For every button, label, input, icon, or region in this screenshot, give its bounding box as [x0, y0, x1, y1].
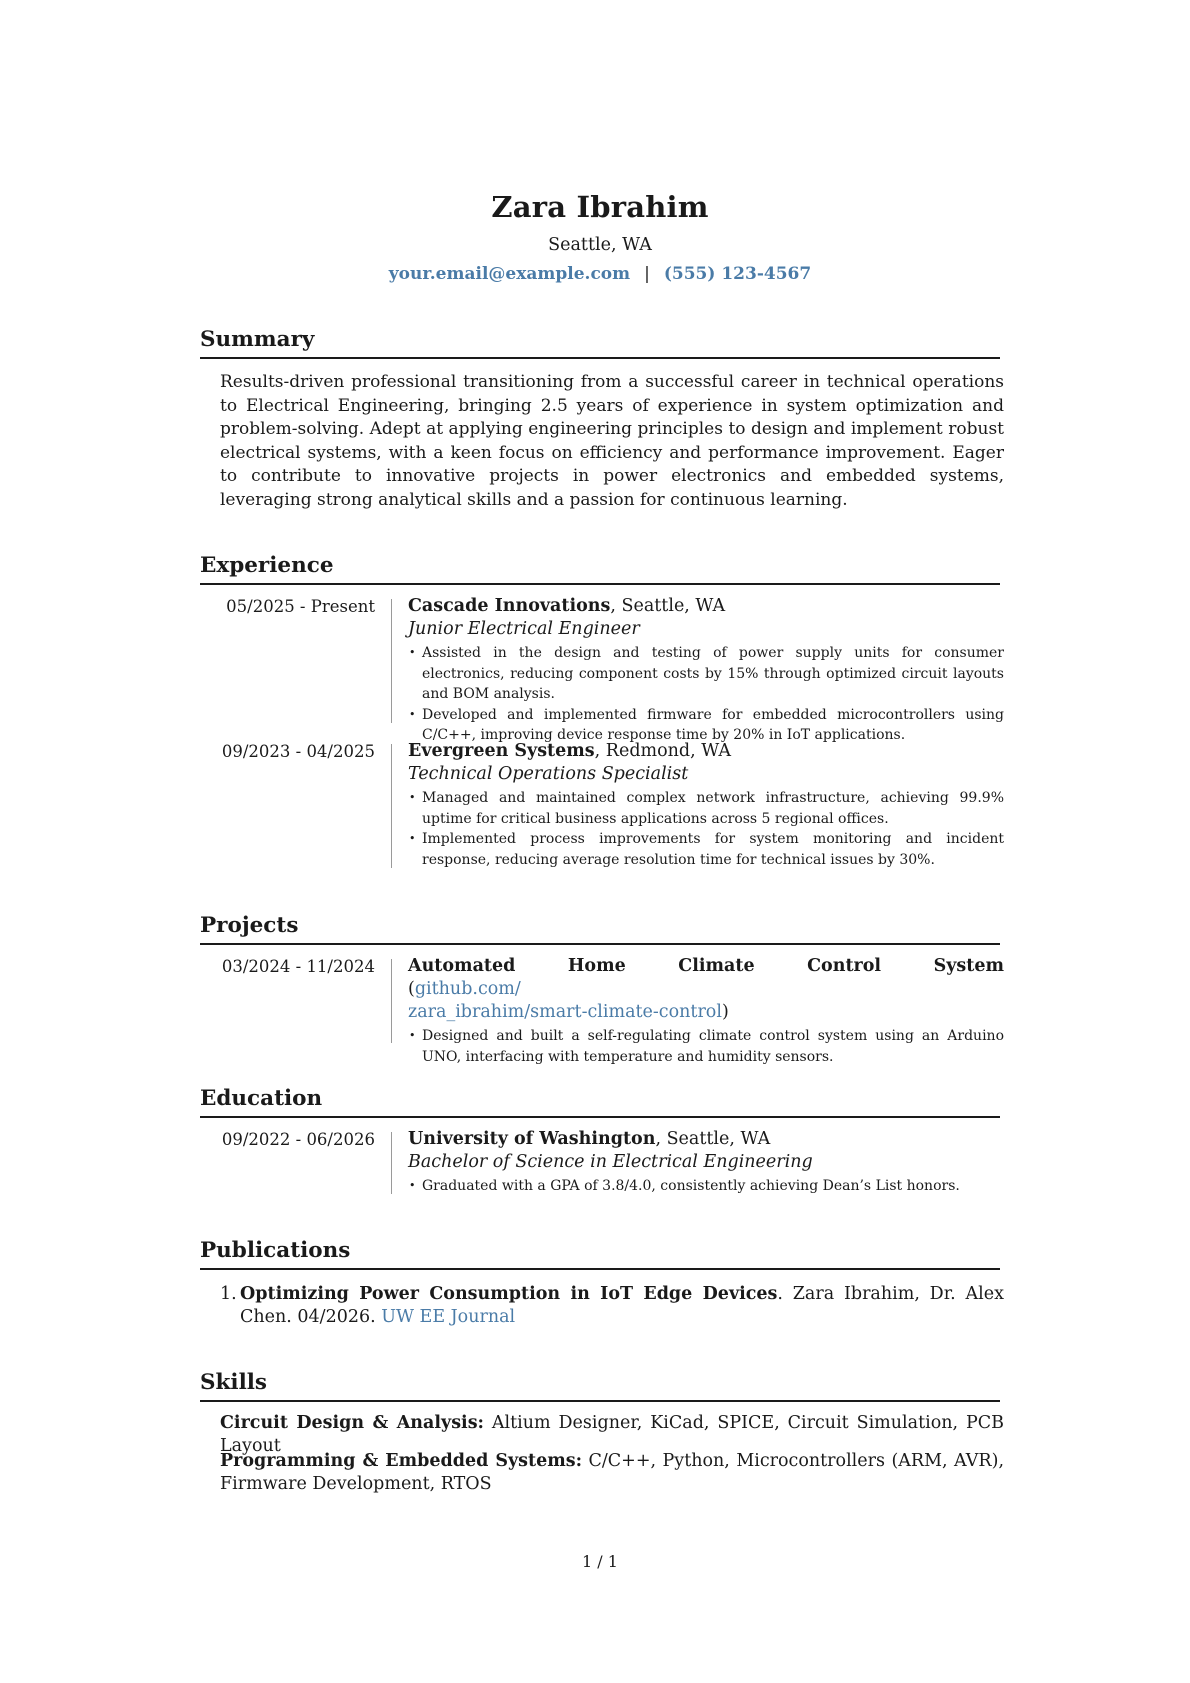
entry-bullets	[408, 1176, 1004, 1197]
section-title-education: Education	[200, 1086, 323, 1111]
publication-venue-link[interactable]: UW EE Journal	[381, 1307, 516, 1327]
entry-bullets	[408, 1026, 1004, 1067]
entry-role: Technical Operations Specialist	[408, 764, 689, 784]
list-item: • Developed and implemented firmware for embedded microcontrollers using C/C++, improving device response time by 20% in IoT applications.	[408, 705, 1004, 746]
contact-separator: |	[644, 264, 650, 284]
section-divider	[200, 943, 1000, 945]
list-item: • Managed and maintained complex network infrastructure, achieving 99.9% uptime for critical business applications across 5 regional offices.	[408, 788, 1004, 829]
section-divider	[200, 357, 1000, 359]
entry-bullets	[408, 643, 1004, 746]
entry-date: 05/2025 - Present	[226, 597, 375, 616]
timeline-divider	[391, 1132, 392, 1194]
skill-label: Circuit Design & Analysis:	[220, 1413, 485, 1433]
entry-date: 09/2023 - 04/2025	[221, 742, 375, 761]
publication-item	[220, 1283, 1004, 1329]
candidate-name: Zara Ibrahim	[491, 190, 709, 224]
list-item: • Designed and built a self-regulating climate control system using an Arduino UNO, interfacing with temperature and humidity sensors.	[408, 1026, 1004, 1067]
list-item: • Assisted in the design and testing of power supply units for consumer electronics, reducing component costs by 15% through optimized circuit layouts and BOM analysis.	[408, 643, 1004, 705]
summary-text: Results-driven professional transitioning from a successful career in technical operations to Electrical Engineering, bringing 2.5 years of experience in system optimization and problem-solving. Adept at applying engineering principles to design and implement robust electrical systems, with a keen focus on efficiency and performance improvement. Eager to contribute to innovative projects in power electronics and embedded systems, leveraging strong analytical skills and a passion for continuous learning.	[220, 372, 1004, 510]
list-item: • Implemented process improvements for system monitoring and incident response, reducing average resolution time for technical issues by 30%.	[408, 829, 1004, 870]
entry-org-line	[408, 1128, 1004, 1151]
section-title-publications: Publications	[200, 1238, 351, 1263]
section-title-experience: Experience	[200, 553, 334, 578]
timeline-divider	[391, 599, 392, 723]
entry-location: , Seattle, WA	[655, 1129, 771, 1149]
section-divider	[200, 1400, 1000, 1402]
project-title: Automated Home Climate Control System	[408, 956, 1004, 976]
entry-org: Cascade Innovations	[408, 596, 611, 616]
entry-org: Evergreen Systems	[408, 741, 595, 761]
section-divider	[200, 1116, 1000, 1118]
section-divider	[200, 583, 1000, 585]
publication-number: 1.	[220, 1284, 237, 1304]
skill-items: C/C++, Python, Microcontrollers (ARM, AVR), Firmware Development, RTOS	[220, 1451, 1005, 1494]
publication-text	[240, 1283, 1004, 1329]
project-link[interactable]: github.com/	[414, 979, 521, 999]
project-link-continued[interactable]: zara_ibrahim/smart-climate-control	[408, 1002, 722, 1022]
entry-body	[408, 955, 1004, 1067]
email-link[interactable]: your.email@example.com	[388, 264, 631, 284]
skill-row	[220, 1450, 1004, 1496]
entry-org-line	[408, 740, 1004, 763]
skill-label: Programming & Embedded Systems:	[220, 1451, 583, 1471]
phone-link[interactable]: (555) 123-4567	[663, 264, 812, 284]
publication-authors: . Zara Ibrahim, Dr. Alex Chen. 04/2026.	[240, 1284, 1004, 1327]
entry-degree: Bachelor of Science in Electrical Engineering	[408, 1152, 813, 1172]
candidate-location: Seattle, WA	[548, 235, 652, 255]
project-link-close: )	[721, 1002, 729, 1022]
publication-title: Optimizing Power Consumption in IoT Edge Devices	[240, 1284, 778, 1304]
entry-org-line	[408, 595, 1004, 618]
timeline-divider	[391, 744, 392, 868]
section-title-projects: Projects	[200, 913, 299, 938]
section-title-summary: Summary	[200, 327, 315, 352]
project-link-open: (	[408, 979, 415, 999]
project-link-line	[408, 1001, 1004, 1024]
entry-org: University of Washington	[408, 1129, 656, 1149]
list-item: • Graduated with a GPA of 3.8/4.0, consistently achieving Dean’s List honors.	[408, 1176, 1004, 1197]
entry-date: 09/2022 - 06/2026	[221, 1130, 375, 1149]
entry-body	[408, 595, 1004, 746]
section-divider	[200, 1268, 1000, 1270]
contact-line	[200, 264, 1000, 284]
project-title-line	[408, 955, 1004, 1001]
entry-bullets	[408, 788, 1004, 870]
skill-items: Altium Designer, KiCad, SPICE, Circuit Simulation, PCB Layout	[220, 1413, 1004, 1456]
entry-body	[408, 740, 1004, 870]
entry-location: , Redmond, WA	[594, 741, 731, 761]
entry-role: Junior Electrical Engineer	[408, 619, 640, 639]
entry-body	[408, 1128, 1004, 1197]
entry-location: , Seattle, WA	[610, 596, 726, 616]
section-title-skills: Skills	[200, 1370, 268, 1395]
entry-date: 03/2024 - 11/2024	[221, 957, 375, 976]
timeline-divider	[391, 959, 392, 1043]
page-number: 1 / 1	[582, 1552, 618, 1571]
